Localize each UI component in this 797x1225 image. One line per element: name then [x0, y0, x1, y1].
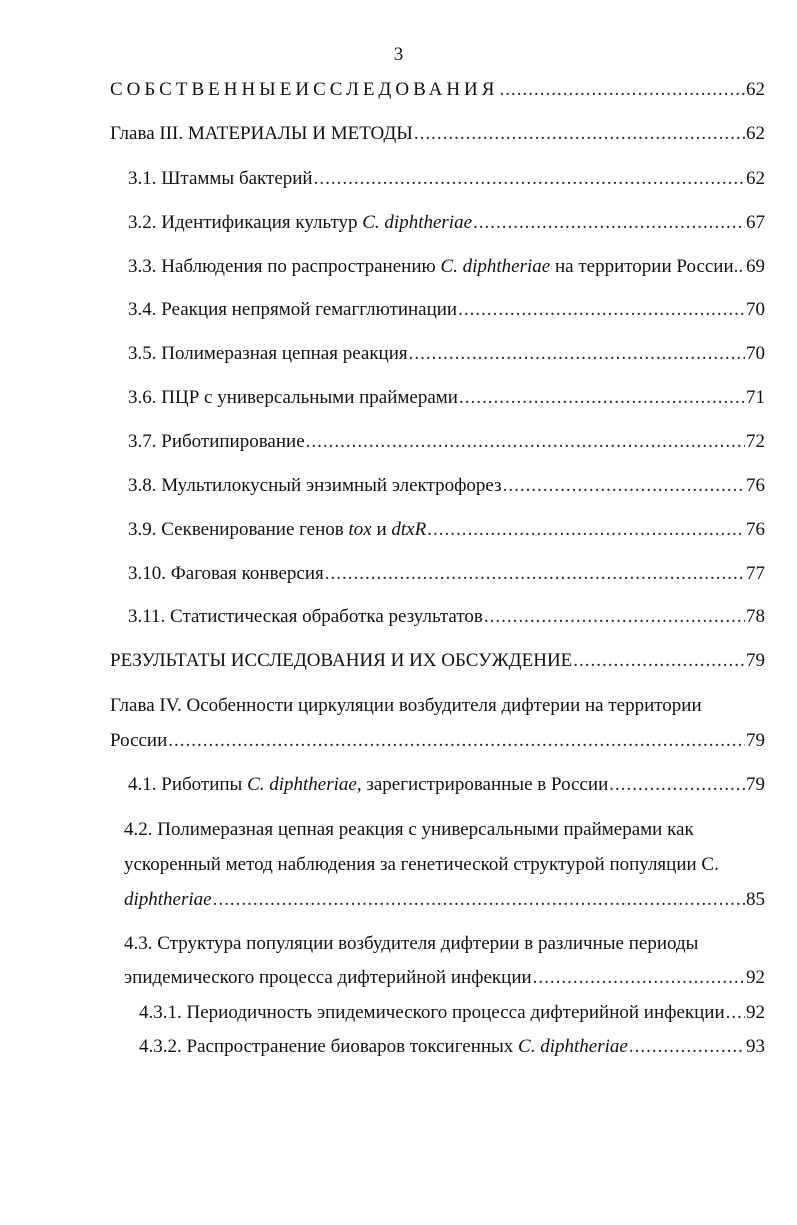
toc-title: 3.7. Риботипирование [128, 431, 305, 452]
toc-section-3-4[interactable] [128, 298, 765, 322]
toc-page: 70 [746, 299, 765, 320]
toc-section-3-3[interactable] [128, 255, 765, 279]
toc-section-3-9[interactable] [128, 518, 765, 542]
dot-leader [459, 386, 745, 410]
toc-page: 79 [746, 774, 765, 795]
toc-page: 76 [746, 475, 765, 496]
toc-page: 70 [746, 343, 765, 364]
species-name: C. diphtheriae [247, 774, 357, 795]
toc-page: 72 [746, 431, 765, 452]
toc-title: 3.4. Реакция непрямой гемагглютинации [128, 299, 458, 320]
toc-section-3-5[interactable] [128, 342, 765, 366]
toc-title: 3.9. Секвенирование генов tox и dtxR [128, 519, 427, 540]
toc-section-3-2[interactable] [128, 211, 765, 235]
dot-leader [213, 888, 745, 912]
toc-section-4-3-line1[interactable]: 4.3. Структура популяции возбудителя дифтерии в различные периоды [124, 933, 699, 954]
toc-title: 3.6. ПЦР с универсальными праймерами [128, 387, 458, 408]
toc-page: 79 [746, 730, 765, 751]
toc-section-4-3-1[interactable] [139, 1001, 765, 1025]
toc-title: 3.5. Полимеразная цепная реакция [128, 343, 408, 364]
toc-title: 3.11. Статистическая обработка результатов [128, 606, 483, 627]
toc-title: 3.8. Мультилокусный энзимный электрофорез [128, 475, 502, 496]
toc-section-4-3[interactable] [124, 966, 765, 990]
dot-leader [409, 342, 745, 366]
toc-page: 67 [746, 212, 765, 233]
dot-leader [609, 773, 745, 797]
species-name: C. diphtheriae [440, 256, 551, 277]
toc-page: 62 [746, 168, 765, 189]
toc-page: 77 [746, 563, 765, 584]
dot-leader [629, 1035, 745, 1059]
toc-title: 4.1. Риботипы C. diphtheriae, зарегистрированные в России [128, 774, 609, 795]
toc-section-3-10[interactable] [128, 562, 765, 586]
toc-results[interactable] [110, 649, 765, 673]
toc-page: 76 [746, 519, 765, 540]
toc-section-3-8[interactable] [128, 474, 765, 498]
page-number: 3 [393, 44, 404, 65]
toc-chapter-4[interactable] [110, 729, 765, 753]
dot-leader [325, 562, 745, 586]
toc-section-4-1[interactable] [128, 773, 765, 797]
toc-title: 3.3. Наблюдения по распространению C. diphtheriae на территории России [128, 256, 734, 277]
gene-name: dtxR [391, 519, 427, 540]
toc-section-4-2-line1[interactable]: 4.2. Полимеразная цепная реакция с универсальными праймерами как [124, 819, 694, 840]
dot-leader [573, 649, 745, 673]
toc-title: РЕЗУЛЬТАТЫ ИССЛЕДОВАНИЯ И ИХ ОБСУЖДЕНИЕ [110, 650, 573, 671]
toc-page: 92 [746, 1002, 765, 1023]
toc-title: 3.1. Штаммы бактерий [128, 168, 313, 189]
toc-section-4-2-line2[interactable]: ускоренный метод наблюдения за генетической структурой популяции C. [124, 854, 719, 875]
toc-page: 71 [746, 387, 765, 408]
dot-leader [414, 122, 745, 146]
toc-page: 92 [746, 967, 765, 988]
toc-page: 93 [746, 1036, 765, 1057]
toc-section-4-3-2[interactable] [139, 1035, 765, 1059]
toc-own-research[interactable] [110, 78, 765, 102]
toc-title: 3.2. Идентификация культур C. diphtheriae [128, 212, 473, 233]
toc-section-3-11[interactable] [128, 605, 765, 629]
toc-section-3-6[interactable] [128, 386, 765, 410]
species-name: C. diphtheriae [362, 212, 473, 233]
toc-title: эпидемического процесса дифтерийной инфекции [124, 967, 532, 988]
toc-title: 4.3.1. Периодичность эпидемического процесса дифтерийной инфекции [139, 1002, 725, 1023]
toc-page: 78 [746, 606, 765, 627]
dot-leader-empty [734, 255, 743, 279]
dot-leader [503, 474, 745, 498]
dot-leader [533, 966, 745, 990]
toc-title: 3.10. Фаговая конверсия [128, 563, 324, 584]
toc-page: 79 [746, 650, 765, 671]
toc-page: 85 [746, 889, 765, 910]
dot-leader [499, 78, 745, 102]
species-name: diphtheriae [124, 889, 212, 910]
toc-title: России [110, 730, 168, 751]
toc-title: СОБСТВЕННЫЕИССЛЕДОВАНИЯ [110, 79, 499, 100]
toc-section-4-2[interactable] [124, 888, 765, 912]
gene-name: tox [348, 519, 372, 540]
dot-leader [473, 211, 745, 235]
toc-page: 69 [746, 256, 765, 277]
dot-leader [726, 1001, 745, 1025]
toc-title: Глава III. МАТЕРИАЛЫ И МЕТОДЫ [110, 123, 413, 144]
toc-title: 4.3.2. Распространение биоваров токсигенных C. diphtheriae [139, 1036, 628, 1057]
toc-section-3-1[interactable] [128, 167, 765, 191]
toc-chapter-3[interactable] [110, 122, 765, 146]
species-name: C. diphtheriae [518, 1036, 628, 1057]
dot-leader [458, 298, 745, 322]
toc-page: 62 [746, 123, 765, 144]
toc-page: 62 [746, 79, 765, 100]
toc-section-3-7[interactable] [128, 430, 765, 454]
dot-leader [314, 167, 745, 191]
dot-leader [168, 729, 745, 753]
dot-leader [306, 430, 745, 454]
dot-leader [484, 605, 745, 629]
dot-leader [427, 518, 745, 542]
toc-chapter-4-line1[interactable]: Глава IV. Особенности циркуляции возбудителя дифтерии на территории [110, 695, 702, 716]
